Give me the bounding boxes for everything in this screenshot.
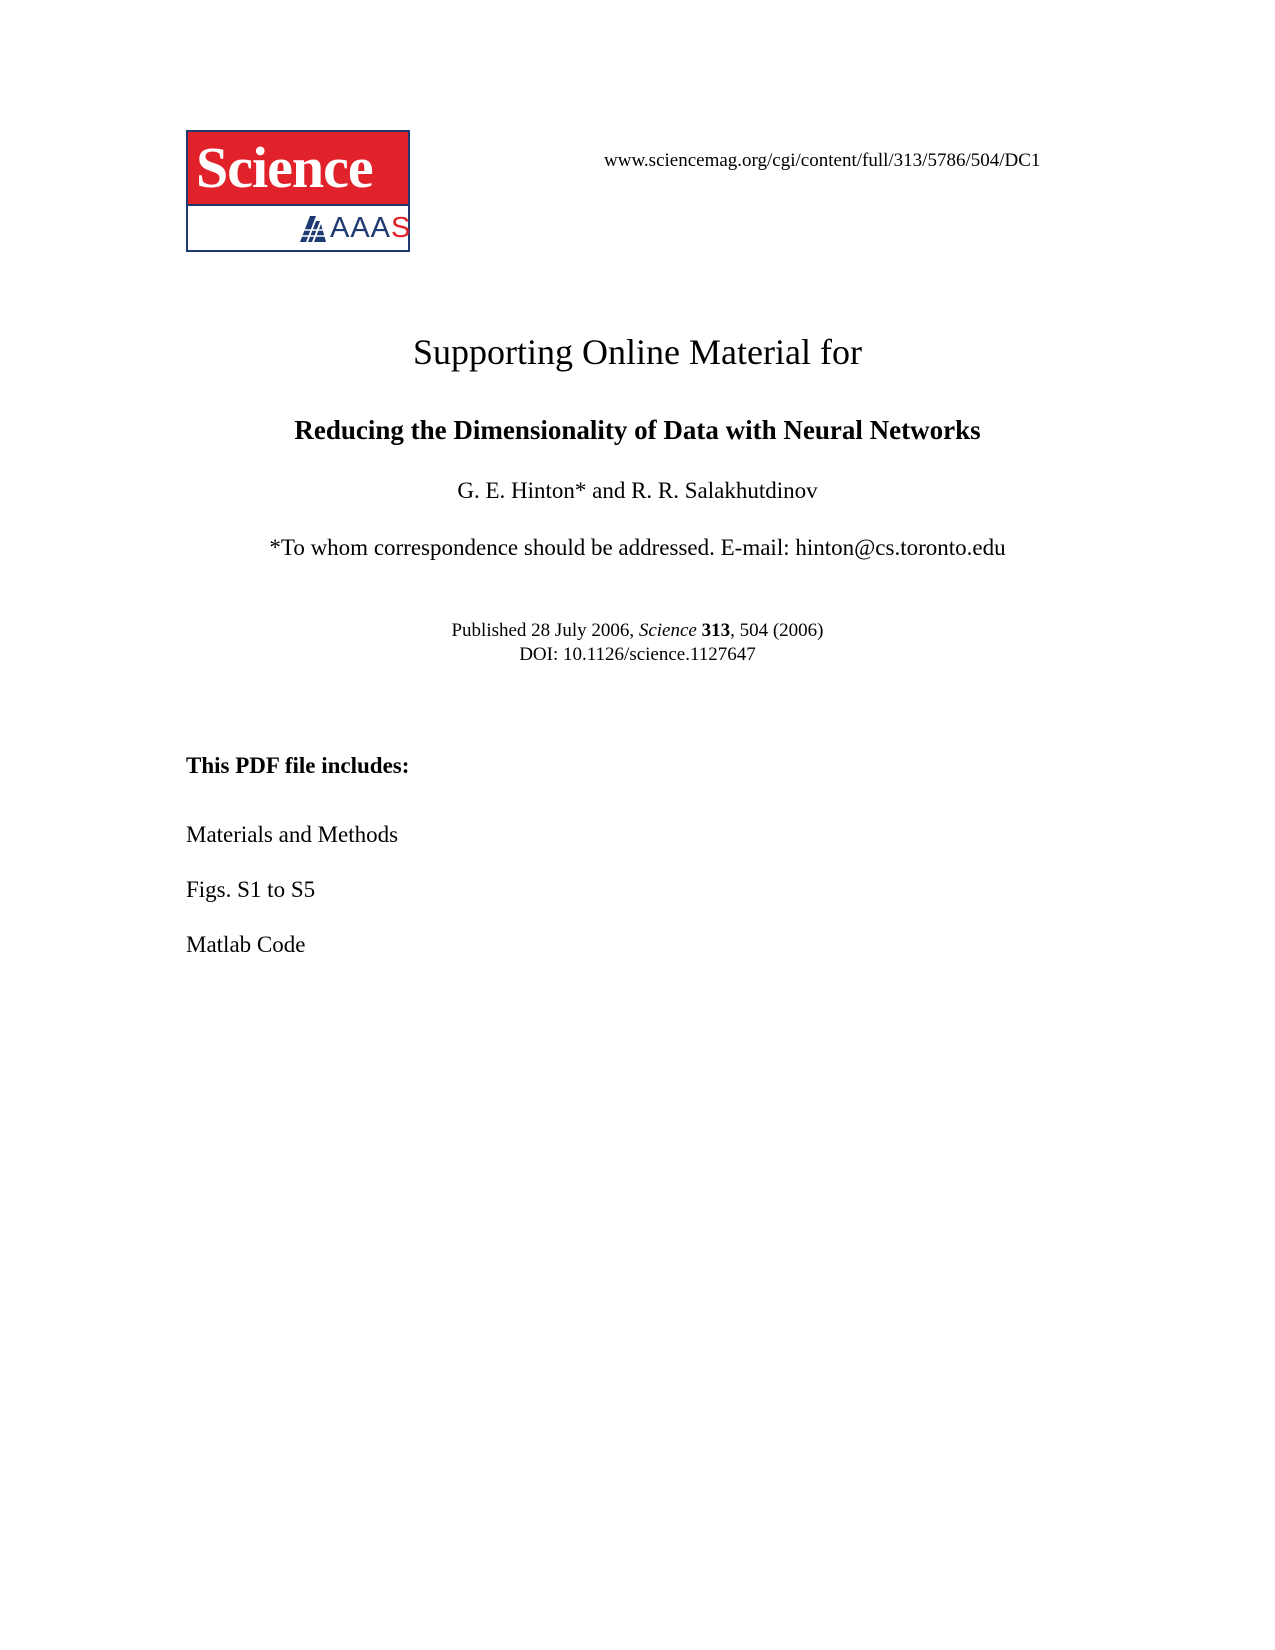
science-aaas-logo xyxy=(186,130,410,252)
aaas-emblem-icon xyxy=(300,216,330,242)
journal-volume: 313 xyxy=(701,620,731,641)
include-item: Figs. S1 to S5 xyxy=(186,877,316,902)
supplement-url: www.sciencemag.org/cgi/content/full/313/5786/504/DC1 xyxy=(604,150,1041,171)
paper-title: Reducing the Dimensionality of Data with Neural Networks xyxy=(294,415,981,445)
includes-heading: This PDF file includes: xyxy=(186,753,410,778)
pages-year: , 504 (2006) xyxy=(730,620,824,641)
som-title: Supporting Online Material for xyxy=(413,332,862,372)
correspondence-note: *To whom correspondence should be addressed. E-mail: hinton@cs.toronto.edu xyxy=(269,535,1006,560)
publication-line xyxy=(0,619,1275,643)
aaas-prefix: AAA xyxy=(330,212,392,244)
doi-line: DOI: 10.1126/science.1127647 xyxy=(519,644,756,665)
include-item: Materials and Methods xyxy=(186,822,399,847)
include-item: Matlab Code xyxy=(186,932,306,957)
aaas-logo-text xyxy=(330,212,411,244)
logo-wordmark: Science xyxy=(196,135,373,200)
authors: G. E. Hinton* and R. R. Salakhutdinov xyxy=(457,478,818,503)
journal-name: Science xyxy=(638,620,697,641)
logo-aaas-band xyxy=(188,206,412,250)
logo-red-band xyxy=(188,132,408,206)
aaas-suffix: S xyxy=(391,212,412,244)
published-prefix: Published 28 July 2006, xyxy=(451,620,639,641)
